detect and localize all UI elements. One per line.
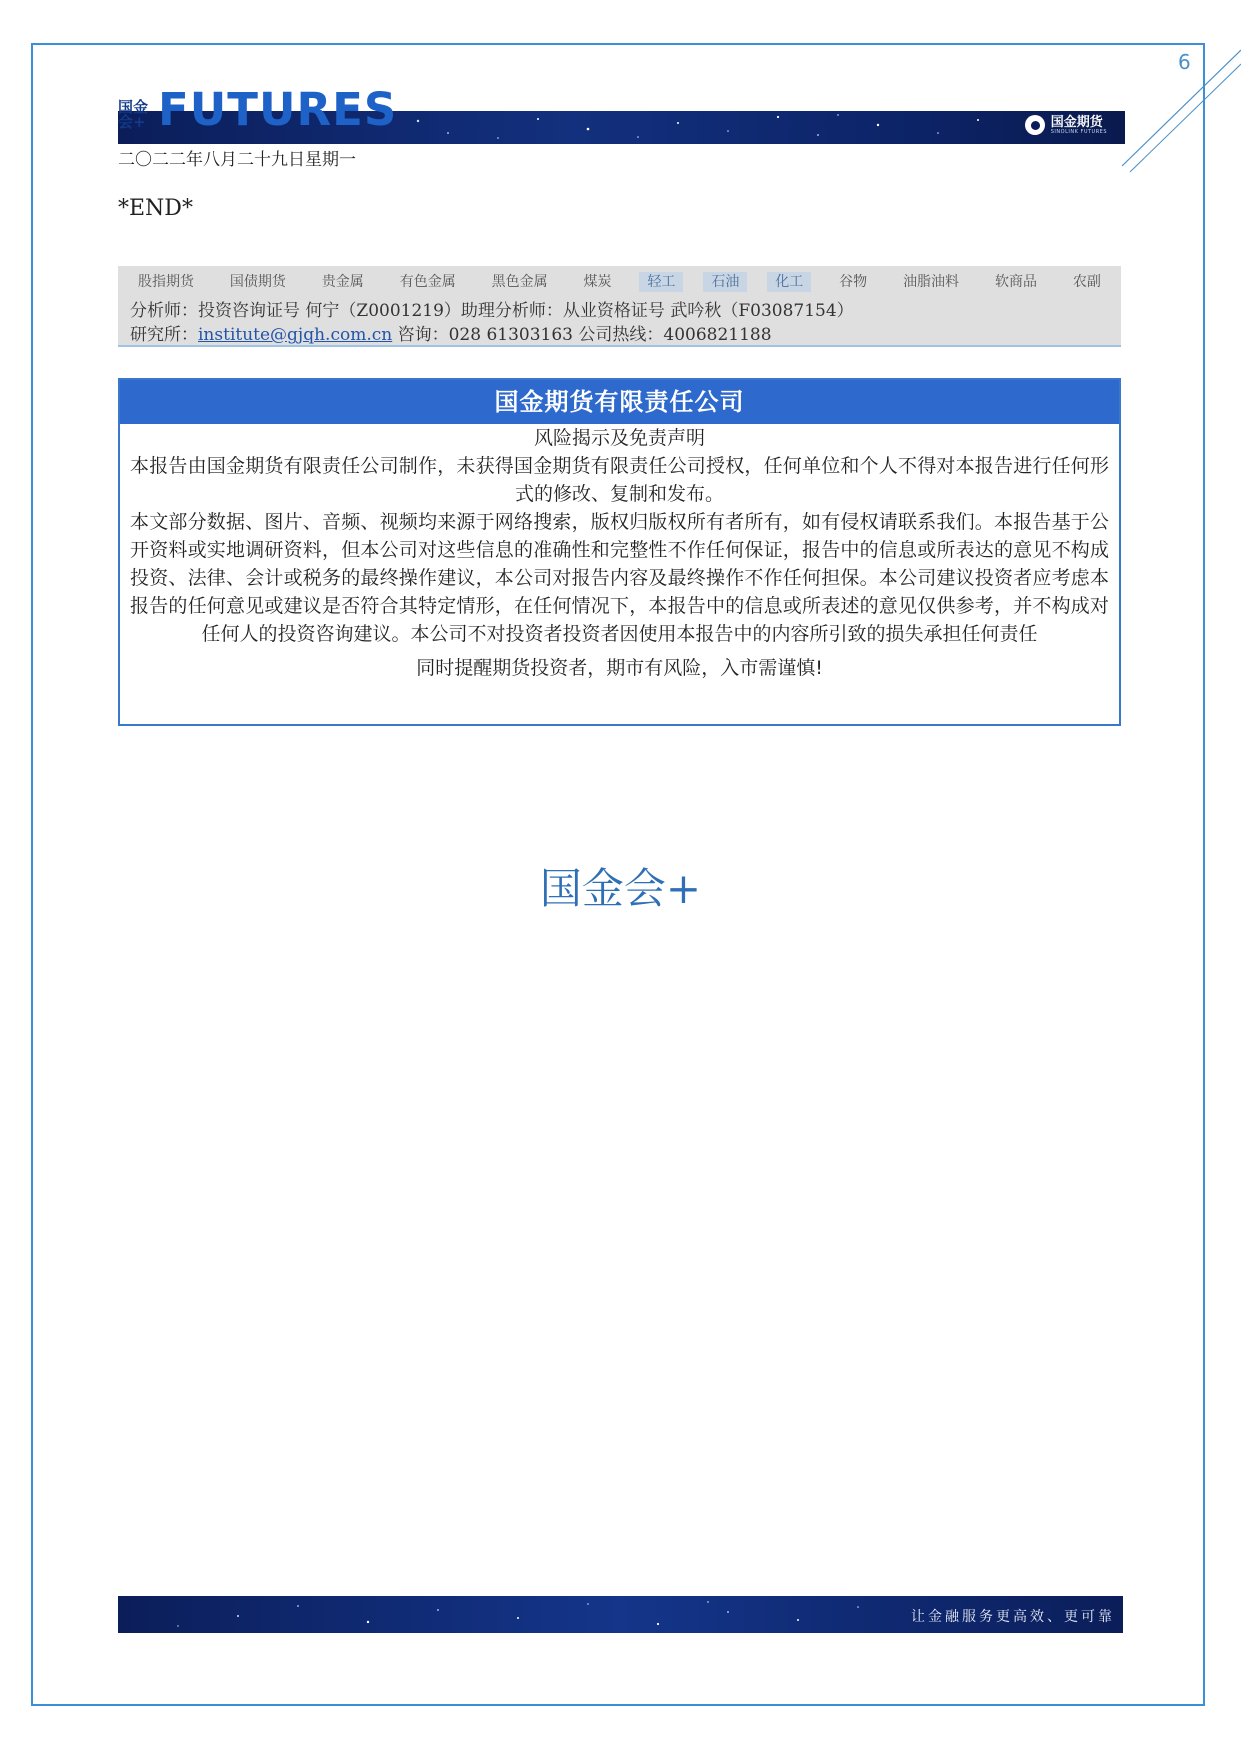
disclaimer-paragraph-1: 本报告由国金期货有限责任公司制作，未获得国金期货有限责任公司授权，任何单位和个人不得对本报告进行任何形式的修改、复制和发布。 xyxy=(130,455,1109,505)
report-date: 二〇二二年八月二十九日星期一 xyxy=(118,150,356,170)
contact-line xyxy=(130,320,772,345)
brand-small: 国金会+ xyxy=(118,98,149,131)
disclaimer-header: 国金期货有限责任公司 xyxy=(120,380,1119,424)
disclaimer-body xyxy=(120,424,1119,682)
category-item[interactable]: 轻工 xyxy=(639,272,683,292)
category-item[interactable]: 石油 xyxy=(703,272,747,292)
disclaimer-warning: 同时提醒期货投资者，期市有风险，入市需谨慎! xyxy=(416,657,823,679)
contact-suffix: 咨询：028 61303163 公司热线：4006821188 xyxy=(392,325,772,345)
category-item[interactable]: 谷物 xyxy=(839,274,868,290)
page-number: 6 xyxy=(1178,50,1191,74)
end-mark: *END* xyxy=(118,196,193,221)
category-item[interactable]: 软商品 xyxy=(994,274,1037,290)
category-item[interactable]: 有色金属 xyxy=(399,274,456,290)
contact-prefix: 研究所： xyxy=(130,325,198,345)
category-item[interactable]: 贵金属 xyxy=(321,274,364,290)
category-item[interactable]: 农副 xyxy=(1072,274,1101,290)
disclaimer-paragraph-2: 本文部分数据、图片、音频、视频均来源于网络搜索，版权归版权所有者所有，如有侵权请联系我们。本报告基于公开资料或实地调研资料，但本公司对这些信息的准确性和完整性不作任何保证，报告中的信息或所表达的意见不构成投资、法律、会计或税务的最终操作建议，本公司对报告内容及最终操作不作任何担保。本公司建议投资者应考虑本报告的任何意见或建议是否符合其特定情形，在任何情况下，本报告中的信息或所表述的意见仅供参考，并不构成对任何人的投资咨询建议。本公司不对投资者投资者因使用本报告中的内容所引致的损失承担任何责任 xyxy=(130,511,1109,645)
email-link[interactable]: institute@gjqh.com.cn xyxy=(198,325,393,345)
footer-slogan: 让金融服务更高效、更可靠 xyxy=(911,1609,1115,1625)
footer-banner xyxy=(118,1596,1123,1633)
company-logo xyxy=(1025,115,1107,135)
logo-subtitle: SINOLINK FUTURES xyxy=(1050,128,1107,135)
disclaimer-title: 风险揭示及免责声明 xyxy=(533,427,705,449)
header-brand xyxy=(118,83,398,136)
logo-name: 国金期货 xyxy=(1050,114,1103,130)
category-item[interactable]: 化工 xyxy=(767,272,811,292)
analyst-line: 分析师：投资咨询证号 何宁（Z0001219）助理分析师：从业资格证号 武吟秋（F03087154） xyxy=(130,301,854,321)
category-item[interactable]: 油脂油料 xyxy=(903,274,960,290)
logo-mark-icon xyxy=(1025,115,1045,135)
disclaimer-box xyxy=(118,378,1121,726)
analyst-info-box xyxy=(118,266,1121,347)
category-row xyxy=(118,270,1121,294)
category-item[interactable]: 国债期货 xyxy=(229,274,286,290)
center-brand: 国金会+ xyxy=(539,864,702,913)
category-item[interactable]: 煤炭 xyxy=(583,274,612,290)
brand-futures: FUTURES xyxy=(158,83,398,136)
category-item[interactable]: 黑色金属 xyxy=(491,274,548,290)
category-item[interactable]: 股指期货 xyxy=(138,274,194,290)
